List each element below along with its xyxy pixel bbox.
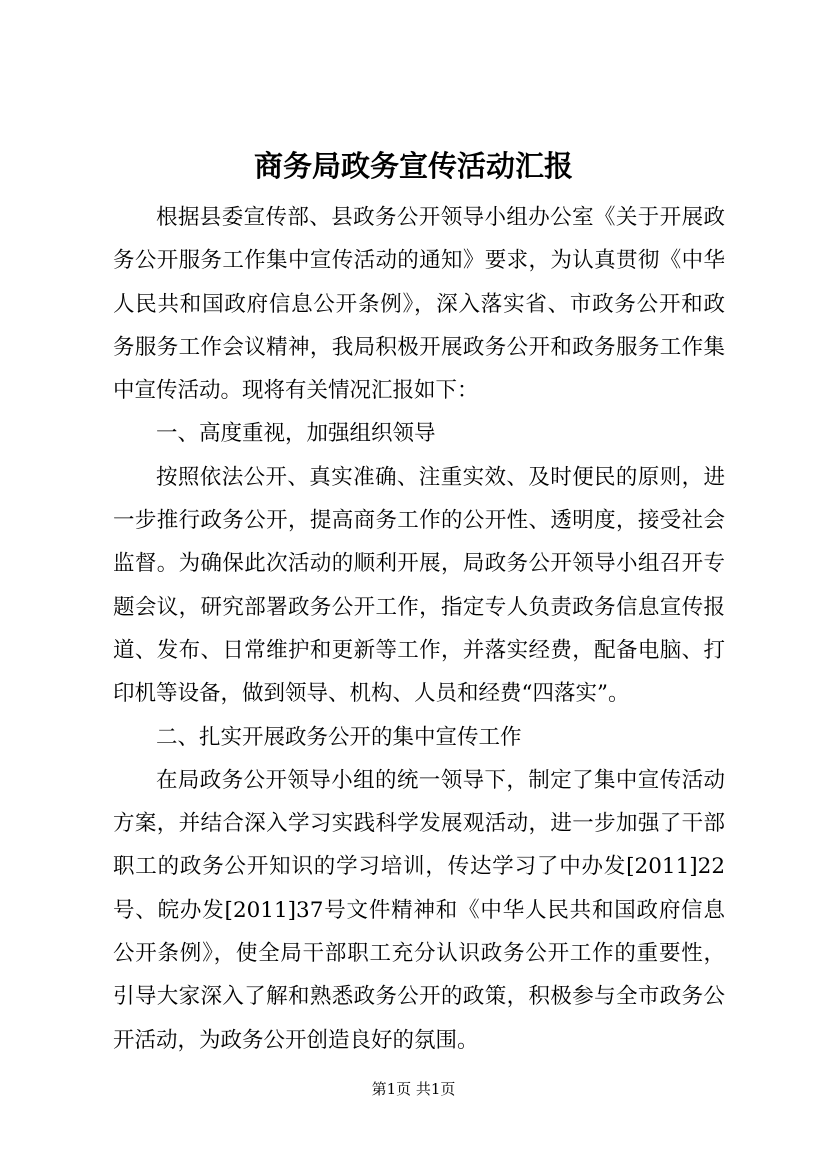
- section-heading-2: 二、扎实开展政务公开的集中宣传工作: [156, 724, 522, 750]
- intro-paragraph: 根据县委宣传部、县政务公开领导小组办公室《关于开展政务公开服务工作集中宣传活动的通知》要求，为认真贯彻《中华人民共和国政府信息公开条例》，深入落实省、市政务公开和政务服务工作会议精神，我局积极开展政务公开和政务服务工作集中宣传活动。现将有关情况汇报如下：: [113, 205, 725, 404]
- section-2-paragraph: 在局政务公开领导小组的统一领导下，制定了集中宣传活动方案，并结合深入学习实践科学发展观活动，进一步加强了干部职工的政务公开知识的学习培训，传达学习了中办发[2011]22号、皖办发[2011]37号文件精神和《中华人民共和国政府信息公开条例》，使全局干部职工充分认识政务公开工作的重要性，引导大家深入了解和熟悉政务公开的政策，积极参与全市政务公开活动，为政务公开创造良好的氛围。: [113, 767, 725, 1053]
- document-title: 商务局政务宣传活动汇报: [253, 149, 573, 183]
- document-body: [113, 196, 725, 1062]
- section-heading-1: 一、高度重视，加强组织领导: [156, 421, 436, 447]
- section-1-paragraph: 按照依法公开、真实准确、注重实效、及时便民的原则，进一步推行政务公开，提高商务工作的公开性、透明度，接受社会监督。为确保此次活动的顺利开展，局政务公开领导小组召开专题会议，研究部署政务公开工作，指定专人负责政务信息宣传报道、发布、日常维护和更新等工作，并落实经费，配备电脑、打印机等设备，做到领导、机构、人员和经费“四落实”。: [113, 464, 725, 707]
- page-footer: 第1页 共1页: [371, 1080, 456, 1098]
